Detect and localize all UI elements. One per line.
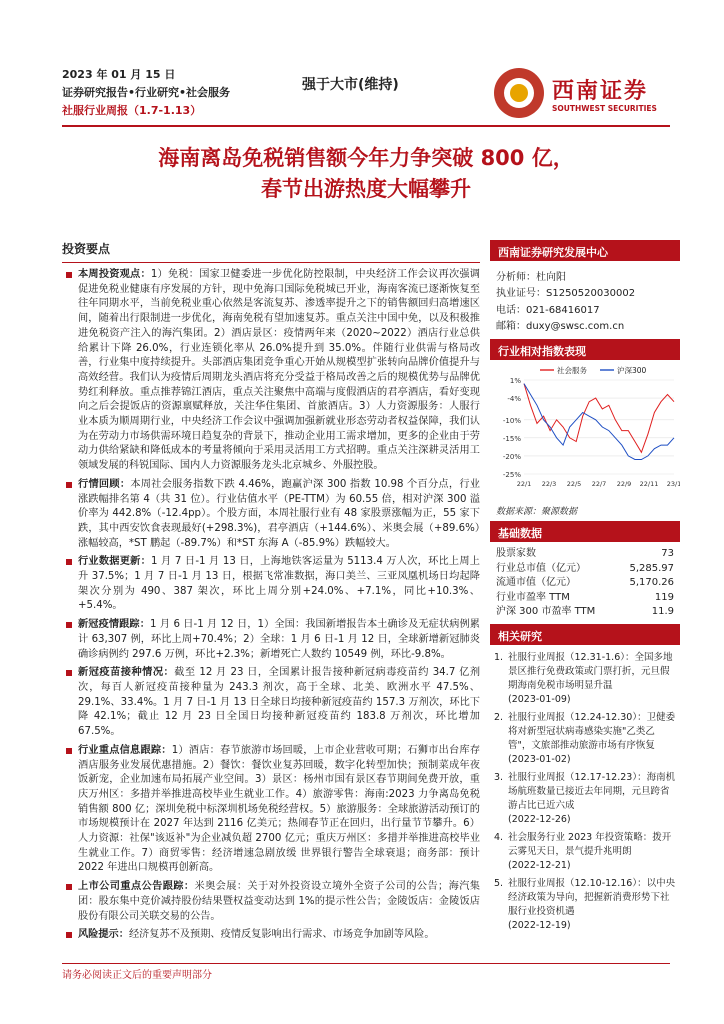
related-list <box>490 645 680 943</box>
paragraph-lead: 风险提示： <box>78 929 129 941</box>
chart-svg <box>490 362 680 500</box>
chart-source: 数据来源：聚源数据 <box>496 507 578 518</box>
related-title: 社服行业周报（12.17-12.23）：海南机场航班数量已接近去年同期，元旦跨省游占比已近六成 <box>508 771 676 811</box>
header-divider <box>62 125 670 127</box>
y-tick-label: -25% <box>502 471 521 480</box>
paragraph-lead: 本周投资观点： <box>78 269 151 280</box>
report-name: 社服行业周报（1.7-1.13） <box>62 104 202 117</box>
basic-data-row <box>496 591 674 606</box>
footer-divider <box>62 963 670 964</box>
related-item[interactable] <box>494 711 676 767</box>
related-title: 社服行业周报（12.24-12.30）：卫健委将对新型冠状病毒感染实施"乙类乙管"，文旅部推动旅游市场有序恢复 <box>508 711 676 751</box>
basic-data-value: 5,285.97 <box>629 562 674 574</box>
paragraph-text: 1 月 6 日-1 月 12 日，1）全国：我国新增报告本土确诊及无症状病例累计 63,307 例，环比上周+70.4%；2）全球：1 月 6 日-1 月 12 日，全球新增新冠肺炎确诊病例约 297.6 万例，环比+2.3%；新增死亡人数约 10549 例，环比-9.8%。 <box>78 619 480 660</box>
basic-data-value: 11.9 <box>651 606 674 618</box>
company-logo <box>494 68 674 120</box>
logo-emblem-icon <box>494 68 544 118</box>
index-chart <box>490 362 680 500</box>
basic-data-row <box>496 576 674 591</box>
paragraph-text: 截至 12 月 23 日，全国累计报告接种新冠病毒疫苗约 34.7 亿剂次，每百人新冠疫苗接种量为 243.3 剂次，高于全球、北美、欧洲水平 47.5%、29.1%、33.4%。1 月 7 日-1 月 13 日全球日均接种新冠疫苗约 157.3 万剂次，环比下降 42.1%；截止 12 月 23 日全国日均接种新冠疫苗约 183.8 万剂次，环比增加 67.5%。 <box>78 667 481 738</box>
related-body <box>508 711 676 767</box>
paragraph-lead: 行情回顾： <box>78 478 131 490</box>
footer-disclaimer[interactable]: 请务必阅读正文后的重要声明部分 <box>62 970 212 981</box>
paragraph-lead: 新冠疫情跟踪： <box>78 619 150 631</box>
logo-en: SOUTHWEST SECURITIES <box>552 104 657 113</box>
related-item[interactable] <box>494 877 676 933</box>
basic-data-value: 5,170.26 <box>629 577 674 589</box>
paragraph-list <box>62 268 480 943</box>
analyst-email[interactable]: 邮箱：duxy@swsc.com.cn <box>496 320 625 332</box>
page-title <box>62 143 670 205</box>
related-body <box>508 771 676 827</box>
chart-heading: 行业相对指数表现 <box>490 339 680 360</box>
key-point-paragraph <box>62 744 480 876</box>
basic-data-row <box>496 605 674 620</box>
basic-data-value: 73 <box>661 548 674 560</box>
y-tick-label: -20% <box>502 453 521 462</box>
x-tick-label: 22/3 <box>541 480 557 489</box>
related-item[interactable] <box>494 651 676 707</box>
paragraph-lead: 行业数据更新： <box>78 556 152 568</box>
basic-data-key: 行业市盈率 TTM <box>496 591 570 603</box>
legend-label: 社会服务 <box>557 366 587 376</box>
rating: 强于大市(维持) <box>302 77 399 93</box>
basic-data-key: 流通市值（亿元） <box>496 577 576 589</box>
x-tick-label: 22/9 <box>616 480 632 489</box>
legend-label: 沪深300 <box>617 366 647 376</box>
paragraph-lead: 上市公司重点公告跟踪： <box>78 881 195 893</box>
related-title: 社服行业周报（12.31-1.6）：全国多地景区推行免费政策或门票打折，元旦假期海南免税市场明显升温 <box>508 651 673 691</box>
related-date: (2023-01-09) <box>508 693 571 705</box>
related-number: 3. <box>494 771 504 783</box>
basic-data-row <box>496 562 674 577</box>
basic-data-table <box>490 542 680 624</box>
analyst-name: 分析师：杜向阳 <box>496 272 566 283</box>
section-heading: 投资要点 <box>62 240 480 263</box>
header-left <box>62 66 230 120</box>
y-tick-label: -4% <box>507 395 521 404</box>
related-body <box>508 651 676 707</box>
related-title: 社服行业周报（12.10-12.16）：以中央经济政策为导向，把握新消费形势下社服行业投资机遇 <box>508 877 676 917</box>
main-column <box>62 240 480 947</box>
paragraph-text: 1）免税：国家卫健委进一步优化防控限制，中央经济工作会议再次强调促进免税业健康有序发展的方针，现中免海口国际免税城已开业，海南客流已逐渐恢复至往年同期水平，当前免税业重心依然是客流复苏、渗透率提升之下的销售额回归高增速区间，随着出行限制进一步优化，海南免税有望加速复苏。重点关注中国中免，以及积极推进免税资产注入的海汽集团。2）酒店景区：疫情两年来（2020~2022）酒店行业总供给累计下降 26.0%，行业连锁化率从 26.0%提升到 35.0%。伴随行业供需与格局改善，行业集中度持续提升。头部酒店集团竞争重心开始从规模型扩张转向品牌价值提升与高效经营。我们认为疫情后周期龙头酒店将充分受益于格局改善之后的规模优势与品牌优势红利释放。重点推荐锦江酒店，重点关注聚焦中高端与度假酒店的君亭酒店，看好变现向之后会提饭店的资源禀赋释放，关注华住集团、首旅酒店。3）人力资源服务：人服行业本质为顺周期行业，中央经济工作会议中强调加强新就业形态劳动者权益保障，我们认为在劳动力市场供需环境日趋复杂的背景下，推动企业用工需求增加，更多的企业由于劳动力供给紧缺和降低成本的考量将倾向于采用灵活用工方式招聘。重点关注深耕灵活用工领域发展的科锐国际、国内人力资源服务龙头北京城乡、外服控股。 <box>78 269 480 472</box>
related-date: (2022-12-26) <box>508 813 571 825</box>
paragraph-text: 经济复苏不及预期、疫情反复影响出行需求、市场竞争加剧等风险。 <box>128 929 435 941</box>
paragraph-text: 本周社会服务指数下跌 4.46%，跑赢沪深 300 指数 10.98 个百分点，行业涨跌幅排名第 4（共 31 位）。行业估值水平（PE-TTM）为 60.55 倍，相对沪深 300 溢价率为 442.8%（-12.4pp）。个股方面，本周社服行业有 48 家股票涨幅为正，55 家下跌，其中西安饮食表现最好(+298.3%)，君亭酒店（+144.6%）、米奥会展（+89.6%）涨幅较高，*ST 鹏起（-89.7%）和*ST 东海 A（-85.9%）跌幅较大。 <box>78 478 480 549</box>
key-point-paragraph <box>62 666 480 740</box>
related-body <box>508 831 676 873</box>
title-line-2: 春节出游热度大幅攀升 <box>261 177 471 201</box>
paragraph-text: 米奥会展：关于对外投资设立境外全资子公司的公告；海汽集团：股东集中竞价减持股份结果暨权益变动达到 1%的提示性公告；金陵饭店：金陵饭店股份有限公司关联交易的公告。 <box>78 881 480 922</box>
report-date: 2023 年 01 月 15 日 <box>62 68 176 81</box>
series-line-0 <box>524 384 674 453</box>
y-tick-label: -15% <box>502 435 521 444</box>
basic-data-key: 行业总市值（亿元） <box>496 562 586 574</box>
paragraph-lead: 新冠疫苗接种情况： <box>78 667 175 679</box>
related-body <box>508 877 676 933</box>
analyst-phone: 电话：021-68416017 <box>496 304 600 316</box>
y-tick-label: -10% <box>502 416 521 425</box>
x-tick-label: 22/1 <box>516 480 532 489</box>
related-heading: 相关研究 <box>490 624 680 645</box>
basic-data-key: 沪深 300 市盈率 TTM <box>496 606 596 618</box>
paragraph-lead: 行业重点信息跟踪： <box>78 744 172 756</box>
x-tick-label: 22/7 <box>591 480 607 489</box>
paragraph-text: 1 月 7 日-1 月 13 日，上海地铁客运量为 5113.4 万人次，环比上周上升 37.5%；1 月 7 日-1 月 13 日，根据飞常准数据，海口美兰、三亚凤凰机场日均起降架次分别为 490、387 架次，环比上周分别+24.0%、+7.1%，同比+10.3%、+5.4%。 <box>78 556 480 612</box>
x-tick-label: 22/11 <box>639 480 659 489</box>
basic-data-value: 119 <box>654 591 674 603</box>
report-category: 证券研究报告•行业研究•社会服务 <box>62 86 231 99</box>
title-line-1: 海南离岛免税销售额今年力争突破 800 亿， <box>158 146 574 170</box>
side-column <box>490 240 680 943</box>
related-item[interactable] <box>494 771 676 827</box>
key-point-paragraph <box>62 880 480 924</box>
key-point-paragraph <box>62 268 480 474</box>
related-number: 1. <box>494 651 504 663</box>
key-point-paragraph <box>62 478 480 552</box>
related-item[interactable] <box>494 831 676 873</box>
related-number: 4. <box>494 831 504 843</box>
basic-heading: 基础数据 <box>490 521 680 542</box>
paragraph-text: 1）酒店：春节旅游市场回暖，上市企业营收可期；石狮市出台库存酒店服务业发展优惠措施。2）餐饮：餐饮业复苏回暖，数字化转型加快；预制菜成年夜饭新宠，企业加速布局拓展产业空间。3）景区：杨州市国有景区春节期间免费开放，重庆万州区：多措并举推进高校毕业生就业工作。4）旅游零售：海南:2023 力争离岛免税销售额 800 亿；深圳免税中标深圳机场免税经营权。5）旅游服务：全球旅游活动预订的市场规模预计在 2027 年达到 2116 亿美元；热闹春节正在回归，出行量节节攀升。6）人力资源：社保"该返补"为企业减负超 2700 亿元；重庆万州区：多措并举推进高校毕业生就业工作。7）商贸零售：经济增速急剧放缓 世界银行警告全球衰退；商务部：预计 2022 年进出口规模再创新高。 <box>78 744 481 874</box>
basic-data-row <box>496 547 674 562</box>
related-date: (2022-12-21) <box>508 859 571 871</box>
key-point-paragraph <box>62 928 480 943</box>
related-date: (2023-01-02) <box>508 753 571 765</box>
logo-cn: 西南证券 <box>552 79 649 104</box>
analyst-license: 执业证号：S1250520030002 <box>496 288 636 300</box>
related-number: 5. <box>494 877 504 889</box>
x-tick-label: 23/1 <box>666 480 680 489</box>
y-tick-label: 1% <box>509 377 521 386</box>
key-point-paragraph <box>62 618 480 662</box>
analyst-info <box>490 261 680 339</box>
related-title: 社会服务行业 2023 年投资策略：拨开云雾见天日，景气提升兆明朗 <box>508 831 672 857</box>
basic-data-key: 股票家数 <box>496 548 536 560</box>
related-number: 2. <box>494 711 504 723</box>
related-date: (2022-12-19) <box>508 919 571 931</box>
x-tick-label: 22/5 <box>566 480 582 489</box>
institute-bar: 西南证券研究发展中心 <box>490 240 680 261</box>
key-point-paragraph <box>62 555 480 614</box>
